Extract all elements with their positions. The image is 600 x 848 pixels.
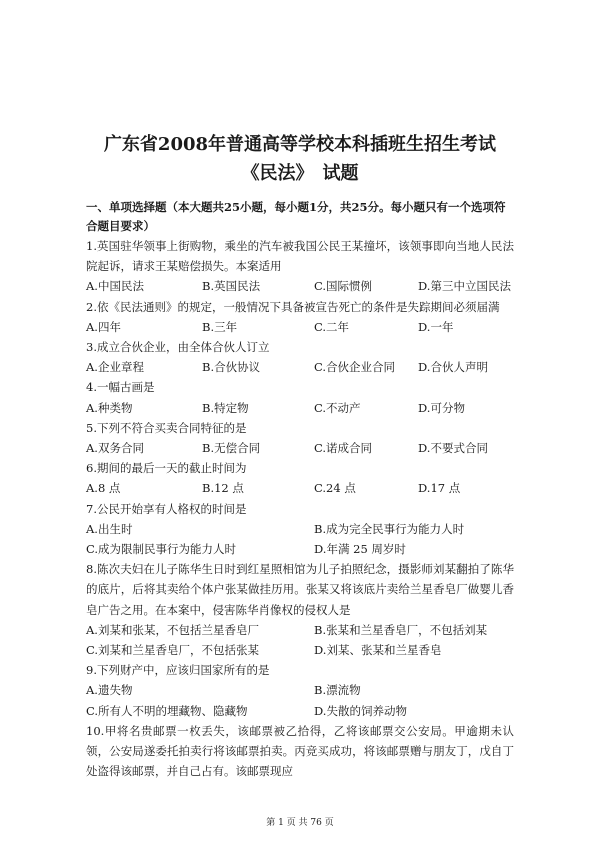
option-b: B.合伙协议 (202, 360, 261, 375)
option-c: C.不动产 (314, 400, 361, 415)
question-7-options (86, 519, 514, 559)
option-b: B.12 点 (202, 481, 244, 496)
option-b: B.漂流物 (314, 683, 361, 698)
option-d: D.刘某、张某和兰星香皂 (314, 643, 442, 658)
option-a: A.企业章程 (86, 360, 144, 375)
question-1-stem: 1.英国驻华领事上街购物，乘坐的汽车被我国公民王某撞坏，该领事即向当地人民法院起诉，请求王某赔偿损失。本案适用 (86, 239, 514, 274)
page-number: 第 1 页 共 76 页 (266, 818, 334, 828)
question-6-stem: 6.期间的最后一天的截止时间为 (86, 461, 247, 476)
option-a: A.刘某和张某，不包括兰星香皂厂 (86, 622, 259, 637)
question-9-options (86, 680, 514, 720)
question-3-options (86, 357, 514, 377)
question-2-options (86, 317, 514, 337)
option-d: D.年满 25 周岁时 (314, 542, 406, 557)
question-6-options (86, 478, 514, 498)
option-c: C.24 点 (314, 481, 356, 496)
option-d: D.一年 (418, 319, 454, 334)
option-c: C.诺成合同 (314, 441, 373, 456)
exam-title: 广东省2008年普通高等学校本科插班生招生考试 (103, 134, 497, 155)
question-2-stem: 2.依《民法通则》的规定，一般情况下具备被宣告死亡的条件是失踪期间必须届满 (86, 299, 500, 314)
option-b: B.特定物 (202, 400, 249, 415)
option-c: C.成为限制民事行为能力人时 (86, 542, 237, 557)
option-d: D.第三中立国民法 (418, 279, 511, 294)
question-7-stem: 7.公民开始享有人格权的时间是 (86, 501, 247, 516)
question-10-stem: 10.甲将名贵邮票一枚丢失，该邮票被乙拾得，乙将该邮票交公安局。甲逾期未认领，公安局遂委托拍卖行将该邮票拍卖。丙竞买成功，将该邮票赠与朋友丁，戊自丁处盗得该邮票，并自己占有。该邮票现应 (86, 723, 514, 779)
option-b: B.无偿合同 (202, 441, 261, 456)
option-c: C.刘某和兰星香皂厂，不包括张某 (86, 643, 260, 658)
option-b: B.三年 (202, 319, 238, 334)
question-list (86, 236, 514, 781)
option-d: D.不要式合同 (418, 441, 488, 456)
question-8-stem: 8.陈次夫妇在儿子陈华生日时到红星照相馆为儿子拍照纪念，摄影师刘某翻拍了陈华的底片，后将其卖给个体户张某做挂历用。张某又将该底片卖给兰星香皂厂做婴儿香皂广告之用。在本案中，侵害陈华肖像权的侵权人是 (86, 562, 514, 617)
option-c: C.国际惯例 (314, 279, 373, 294)
option-b: B.张某和兰星香皂厂，不包括刘某 (314, 622, 488, 637)
option-c: C.合伙企业合同 (314, 360, 396, 375)
option-b: B.成为完全民事行为能力人时 (314, 521, 465, 536)
question-4-options (86, 398, 514, 418)
option-d: D.失散的饲养动物 (314, 703, 407, 718)
option-b: B.英国民法 (202, 279, 261, 294)
option-c: C.所有人不明的埋藏物、隐藏物 (86, 703, 248, 718)
question-5-options (86, 438, 514, 458)
question-4-stem: 4.一幅古画是 (86, 380, 155, 395)
question-8-options (86, 620, 514, 660)
exam-subtitle: 《民法》 试题 (241, 163, 359, 184)
question-5-stem: 5.下列不符合买卖合同特征的是 (86, 420, 247, 435)
option-a: A.出生时 (86, 521, 133, 536)
option-a: A.遗失物 (86, 683, 133, 698)
option-d: D.合伙人声明 (418, 360, 488, 375)
question-9-stem: 9.下列财产中，应该归国家所有的是 (86, 663, 270, 678)
question-1-options (86, 276, 514, 296)
option-a: A.种类物 (86, 400, 133, 415)
option-d: D.可分物 (418, 400, 465, 415)
option-d: D.17 点 (418, 481, 461, 496)
option-a: A.8 点 (86, 481, 121, 496)
option-c: C.二年 (314, 319, 350, 334)
option-a: A.四年 (86, 319, 121, 334)
option-a: A.中国民法 (86, 279, 144, 294)
option-a: A.双务合同 (86, 441, 144, 456)
question-3-stem: 3.成立合伙企业，由全体合伙人订立 (86, 340, 270, 355)
section-heading: 一、单项选择题（本大题共25小题，每小题1分，共25分。每小题只有一个选项符合题目要求） (86, 200, 506, 233)
